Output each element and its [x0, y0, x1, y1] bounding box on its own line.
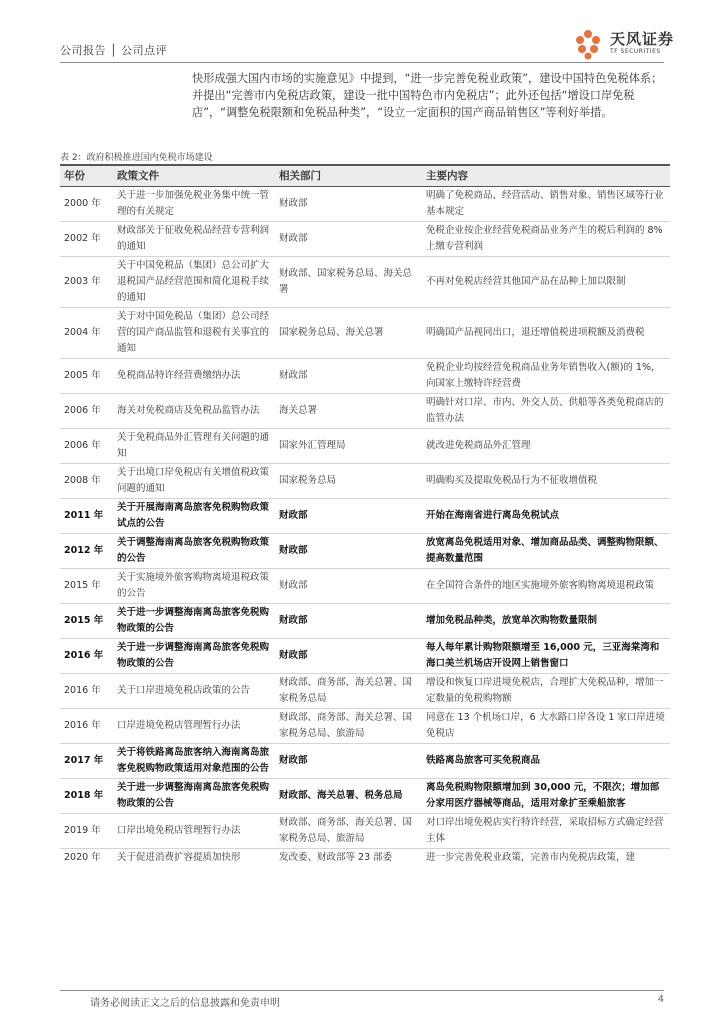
cell-content: 免税企业均按经营免税商品业务年销售收入(额)的 1%，向国家上缴特许经营费	[422, 359, 670, 394]
table-body	[60, 187, 670, 868]
logo-name: 天风证券	[610, 30, 675, 48]
table-row	[60, 604, 670, 639]
cell-year: 2019 年	[60, 814, 113, 849]
cell-content: 对口岸出境免税店实行特许经营，采取招标方式确定经营主体	[422, 814, 670, 849]
table-row	[60, 849, 670, 868]
policy-table-container	[60, 164, 670, 964]
header-divider	[60, 62, 664, 63]
cell-department: 财政部	[275, 639, 422, 674]
cell-content: 就改进免税商品外汇管理	[422, 429, 670, 464]
footer-divider	[60, 990, 664, 991]
cell-year: 2003 年	[60, 257, 113, 308]
cell-document: 关于免税商品外汇管理有关问题的通知	[113, 429, 275, 464]
cell-year: 2002 年	[60, 222, 113, 257]
cell-document: 口岸出境免税店管理暂行办法	[113, 814, 275, 849]
cell-year: 2006 年	[60, 429, 113, 464]
cell-department: 财政部、商务部、海关总署、国家税务总局	[275, 674, 422, 709]
table-caption: 表 2：政府积极推进国内免税市场建设	[60, 153, 213, 163]
cell-document: 口岸进境免税店管理暂行办法	[113, 709, 275, 744]
cell-document: 免税商品特许经营费缴纳办法	[113, 359, 275, 394]
table-row	[60, 187, 670, 222]
cell-content: 同意在 13 个机场口岸，6 大水路口岸各设 1 家口岸进境免税店	[422, 709, 670, 744]
table-row	[60, 257, 670, 308]
disclaimer-note: 请务必阅读正文之后的信息披露和免责申明	[90, 998, 280, 1009]
cell-department: 国家外汇管理局	[275, 429, 422, 464]
table-header-row	[60, 165, 670, 187]
table-row	[60, 639, 670, 674]
cell-document: 关于对中国免税品（集团）总公司经营的国产商品监管和退税有关事宜的通知	[113, 308, 275, 359]
cell-department: 发改委、财政部等 23 部委	[279, 852, 393, 863]
table-row	[60, 709, 670, 744]
cell-content: 在全国符合条件的地区实施境外旅客购物离境退税政策	[422, 569, 670, 604]
cell-year: 2017 年	[60, 744, 113, 779]
table-row	[60, 534, 670, 569]
cell-content: 离岛免税购物限额增加到 30,000 元，不限次；增加部分家用医疗器械等商品，适用对象扩至乘船旅客	[422, 779, 670, 814]
cell-department: 国家税务总局、海关总署	[275, 308, 422, 359]
cell-content: 进一步完善免税业政策，完善市内免税店政策，建	[426, 852, 636, 863]
cell-year: 2000 年	[60, 187, 113, 222]
cell-content: 明确国产品视同出口，退还增值税进项税额及消费税	[422, 308, 670, 359]
table-row	[60, 569, 670, 604]
cell-content: 每人每年累计购物限额增至 16,000 元，三亚海棠湾和海口美兰机场店开设网上销售窗口	[422, 639, 670, 674]
cell-content: 开始在海南省进行离岛免税试点	[422, 499, 670, 534]
cell-document: 关于进一步调整海南离岛旅客免税购物政策的公告	[113, 779, 275, 814]
table-row	[60, 429, 670, 464]
cell-year: 2016 年	[60, 639, 113, 674]
cell-content: 明确了免税商品、经营活动、销售对象、销售区域等行业基本规定	[422, 187, 670, 222]
cell-document: 关于促进消费扩容提质加快形	[117, 852, 241, 863]
table-row	[60, 464, 670, 499]
cell-department: 国家税务总局	[275, 464, 422, 499]
cell-department: 财政部	[275, 222, 422, 257]
header-department: 相关部门	[275, 165, 422, 187]
table-row	[60, 744, 670, 779]
cell-content: 放宽离岛免税适用对象、增加商品品类、调整购物限额、提高数量范围	[422, 534, 670, 569]
cell-year: 2015 年	[60, 604, 113, 639]
cell-content: 明确针对口岸、市内、外交人员、供船等各类免税商店的监管办法	[422, 394, 670, 429]
cell-content: 免税企业按企业经营免税商品业务产生的税后利润的 8%上缴专营利润	[422, 222, 670, 257]
cell-document: 关于口岸进境免税店政策的公告	[113, 674, 275, 709]
cell-document: 海关对免税商店及免税品监管办法	[113, 394, 275, 429]
header-content: 主要内容	[422, 165, 670, 187]
cell-document: 关于开展海南离岛旅客免税购物政策试点的公告	[113, 499, 275, 534]
cell-content: 明确购买及提取免税品行为不征收增值税	[422, 464, 670, 499]
cell-department: 财政部、国家税务总局、海关总署	[275, 257, 422, 308]
cell-year: 2020 年	[64, 852, 101, 863]
table-row	[60, 779, 670, 814]
cell-document: 关于进一步加强免税业务集中统一管理的有关规定	[113, 187, 275, 222]
cell-document: 财政部关于征收免税品经营专营利润的通知	[113, 222, 275, 257]
cell-department: 财政部、商务部、海关总署、国家税务总局、旅游局	[275, 709, 422, 744]
cell-department: 财政部	[275, 569, 422, 604]
cell-year: 2006 年	[60, 394, 113, 429]
cell-year: 2018 年	[60, 779, 113, 814]
cell-year: 2008 年	[60, 464, 113, 499]
table-row	[60, 674, 670, 709]
policy-table	[60, 164, 670, 867]
cell-document: 关于调整海南离岛旅客免税购物政策的公告	[113, 534, 275, 569]
intro-text: 快形成强大国内市场的实施意见》中提到，“进一步完善免税业政策”，建设中国特色免税体系；并提出“完善市内免税店政策，建设一批中国特色市内免税店”；此外还包括“增设口岸免税店”，“调整免税限额和免税品种类”，“设立一定面积的国产商品销售区”等利好举措。	[192, 72, 663, 119]
cell-year: 2012 年	[60, 534, 113, 569]
cell-document: 关于出境口岸免税店有关增值税政策问题的通知	[113, 464, 275, 499]
cell-department: 财政部	[275, 534, 422, 569]
cell-content: 铁路离岛旅客可买免税商品	[422, 744, 670, 779]
cell-department: 财政部	[275, 359, 422, 394]
cell-department: 财政部	[275, 604, 422, 639]
header-year: 年份	[60, 165, 113, 187]
cell-department: 财政部、商务部、海关总署、国家税务总局、旅游局	[275, 814, 422, 849]
cell-document: 关于将铁路离岛旅客纳入海南离岛旅客免税购物政策适用对象范围的公告	[113, 744, 275, 779]
table-row	[60, 222, 670, 257]
cell-year: 2011 年	[60, 499, 113, 534]
cell-year: 2016 年	[60, 709, 113, 744]
header-document: 政策文件	[113, 165, 275, 187]
cell-year: 2004 年	[60, 308, 113, 359]
cell-department: 财政部	[275, 499, 422, 534]
cell-content: 不再对免税店经营其他国产品在品种上加以限制	[422, 257, 670, 308]
cell-department: 财政部	[275, 187, 422, 222]
cell-year: 2016 年	[60, 674, 113, 709]
table-row	[60, 394, 670, 429]
cell-document: 关于进一步调整海南离岛旅客免税购物政策的公告	[113, 604, 275, 639]
cell-department: 财政部、海关总署、税务总局	[275, 779, 422, 814]
page-number: 4	[657, 994, 664, 1005]
cell-department: 海关总署	[275, 394, 422, 429]
table-row	[60, 814, 670, 849]
table-row	[60, 308, 670, 359]
cell-year: 2005 年	[60, 359, 113, 394]
cell-content: 增加免税品种类，放宽单次购物数量限制	[422, 604, 670, 639]
cell-department: 财政部	[275, 744, 422, 779]
cell-year: 2015 年	[60, 569, 113, 604]
table-row	[60, 359, 670, 394]
logo-subtitle: TF SECURITIES	[610, 48, 661, 55]
cell-document: 关于实施境外旅客购物离境退税政策的公告	[113, 569, 275, 604]
report-type-label: 公司报告 │ 公司点评	[60, 44, 168, 57]
cell-document: 关于中国免税品（集团）总公司扩大退税国产品经营范围和简化退税手续的通知	[113, 257, 275, 308]
cell-document: 关于进一步调整海南离岛旅客免税购物政策的公告	[113, 639, 275, 674]
cell-content: 增设和恢复口岸进境免税店，合理扩大免税品种，增加一定数量的免税购物额	[422, 674, 670, 709]
intro-paragraph	[192, 70, 670, 121]
table-row	[60, 499, 670, 534]
